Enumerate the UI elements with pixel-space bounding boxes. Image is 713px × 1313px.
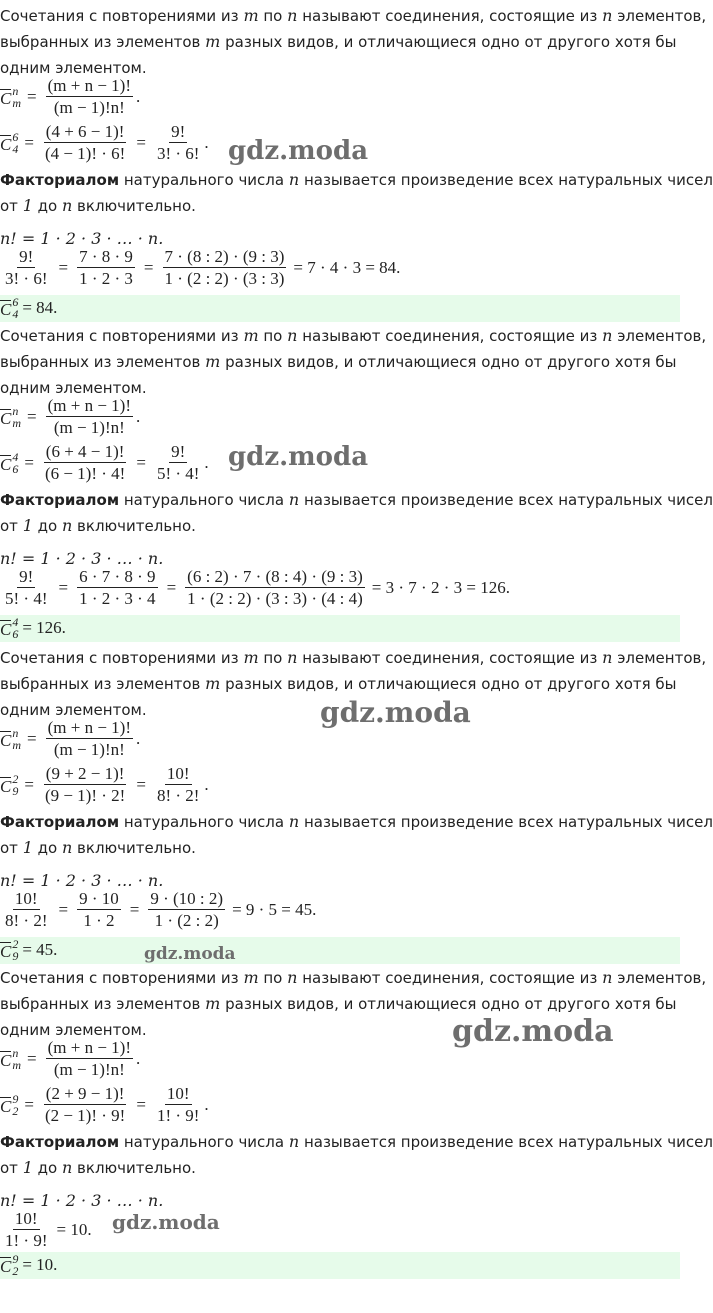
calculation: [0, 1209, 92, 1250]
intro-line-2: [0, 29, 680, 55]
text: выбранных из элементов: [0, 33, 206, 51]
text: разных видов, и отличающиеся одно от другого хотя бы: [220, 995, 677, 1013]
general-formula: [0, 1038, 140, 1079]
text: разных видов, и отличающиеся одно от другого хотя бы: [220, 353, 677, 371]
period: .: [136, 86, 141, 106]
intro-line-1: [0, 965, 707, 991]
intro-line-3: одним элементом.: [0, 379, 147, 397]
text: включительно.: [72, 1159, 196, 1177]
numerator: 9 · (10 : 2): [150, 889, 224, 908]
intro-line-1: [0, 323, 707, 349]
factorial-line-1: [0, 487, 713, 513]
denominator: 5! · 4!: [156, 464, 200, 483]
text: до: [32, 839, 62, 857]
fraction: [155, 764, 201, 805]
combination-symbol: [0, 727, 21, 751]
factorial-formula: [0, 1191, 163, 1210]
numerator: 9!: [19, 567, 34, 586]
substitution-formula: [0, 122, 209, 163]
fraction: [77, 567, 157, 608]
numerator: (4 + 6 − 1)!: [45, 122, 125, 141]
denominator: 1 · (2 : 2) · (3 : 3): [164, 269, 285, 288]
denominator: 1! · 9!: [5, 1231, 48, 1250]
numerator: 9!: [171, 442, 186, 461]
watermark-logo: gdz.moda: [452, 1014, 614, 1049]
fraction: [155, 122, 201, 163]
text: разных видов, и отличающиеся одно от другого хотя бы: [220, 675, 677, 693]
numerator: (2 + 9 − 1)!: [45, 1084, 125, 1103]
fraction: [43, 764, 127, 805]
numerator: (m + n − 1)!: [47, 396, 131, 415]
c-letter: C: [0, 776, 12, 796]
equals: =: [136, 774, 146, 794]
text: называют соединения, состоящие из: [297, 7, 603, 25]
text: называется произведение всех натуральных чисел: [299, 491, 713, 509]
denominator: (6 − 1)! · 4!: [44, 464, 126, 483]
text: включительно.: [72, 197, 196, 215]
formula: n! = 1 · 2 · 3 · … · n.: [0, 229, 164, 248]
fraction: [46, 396, 133, 437]
equals: =: [24, 774, 34, 794]
text: включительно.: [72, 517, 196, 535]
equals: =: [136, 132, 146, 152]
number: 1: [22, 196, 33, 215]
intro-line-3: одним элементом.: [0, 701, 147, 719]
var-n: n: [61, 196, 73, 215]
subscript: 2: [12, 1264, 19, 1278]
equals: =: [143, 257, 154, 277]
denominator: 5! · 4!: [5, 589, 48, 608]
fraction: [77, 247, 135, 288]
factorial-line-2: [0, 193, 680, 219]
c-letter: C: [0, 1050, 12, 1070]
c-letter: C: [0, 942, 12, 961]
var-n: n: [288, 170, 300, 189]
var-m: m: [243, 648, 259, 667]
period: .: [136, 1048, 141, 1068]
denominator: 1 · 2 · 3: [79, 269, 133, 288]
text: выбранных из элементов: [0, 353, 206, 371]
factorial-formula: [0, 229, 163, 248]
var-n: n: [61, 1158, 73, 1177]
denominator: 1 · (2 : 2): [154, 911, 219, 930]
var-m: m: [205, 352, 221, 371]
c-letter: C: [0, 454, 12, 474]
answer-value: = 10.: [22, 1255, 58, 1274]
superscript: 9: [12, 1252, 19, 1266]
var-n: n: [288, 1132, 300, 1151]
text: по: [258, 7, 288, 25]
factorial-formula: [0, 871, 163, 890]
c-letter: C: [0, 300, 12, 319]
result-tail: = 10.: [56, 1219, 92, 1239]
fraction: [77, 889, 121, 930]
c-letter: C: [0, 88, 12, 108]
combination-symbol: [0, 1047, 21, 1071]
var-m: m: [205, 994, 221, 1013]
var-n: n: [602, 6, 613, 25]
equals: =: [58, 899, 69, 919]
combination-symbol: [0, 296, 18, 320]
text: элементов,: [612, 969, 707, 987]
denominator: 8! · 2!: [156, 786, 200, 805]
factorial-line-2: [0, 835, 680, 861]
bold-term: Факториалом: [0, 813, 120, 831]
fraction: [155, 442, 201, 483]
period: .: [204, 1094, 209, 1114]
text: выбранных из элементов: [0, 995, 206, 1013]
fraction: [3, 889, 49, 930]
var-n: n: [287, 326, 298, 345]
subscript: 2: [12, 1103, 19, 1118]
superscript: n: [12, 83, 19, 98]
denominator: (m − 1)!n!: [53, 418, 125, 437]
text: от: [0, 197, 23, 215]
subscript: 9: [12, 949, 19, 963]
answer-highlight: [0, 295, 680, 322]
equals: =: [58, 577, 69, 597]
var-n: n: [288, 812, 300, 831]
text: называется произведение всех натуральных чисел: [299, 171, 713, 189]
factorial-line-2: [0, 513, 680, 539]
general-formula: [0, 718, 140, 759]
var-m: m: [243, 326, 259, 345]
equals: =: [166, 577, 177, 597]
text: от: [0, 517, 23, 535]
intro-line-3: одним элементом.: [0, 1021, 147, 1039]
denominator: 8! · 2!: [5, 911, 48, 930]
fraction: [3, 567, 49, 608]
text: натурального числа: [119, 171, 289, 189]
bold-term: Факториалом: [0, 171, 120, 189]
numerator: 10!: [166, 1084, 190, 1103]
superscript: n: [12, 725, 19, 740]
superscript: 2: [12, 771, 19, 786]
answer-value: = 45.: [22, 940, 58, 959]
intro-line-3: одним элементом.: [0, 59, 147, 77]
text: называют соединения, состоящие из: [297, 969, 603, 987]
superscript: 4: [12, 615, 19, 629]
c-letter: C: [0, 408, 12, 428]
text: натурального числа: [119, 1133, 289, 1151]
denominator: (9 − 1)! · 2!: [44, 786, 126, 805]
fraction: [155, 1084, 201, 1125]
c-letter: C: [0, 1257, 12, 1276]
equals: =: [27, 406, 37, 426]
superscript: 2: [12, 937, 19, 951]
bold-term: Факториалом: [0, 491, 120, 509]
text: называют соединения, состоящие из: [297, 649, 603, 667]
subscript: m: [12, 1057, 22, 1072]
subscript: 4: [12, 141, 19, 156]
numerator: (6 + 4 − 1)!: [45, 442, 125, 461]
superscript: 9: [12, 1091, 19, 1106]
calculation: [0, 247, 400, 288]
denominator: 1 · 2: [83, 911, 115, 930]
var-n: n: [602, 648, 613, 667]
text: элементов,: [612, 7, 707, 25]
number: 1: [22, 1158, 33, 1177]
numerator: (6 : 2) · 7 · (8 : 4) · (9 : 3): [187, 567, 363, 586]
fraction: [185, 567, 365, 608]
text: по: [258, 327, 288, 345]
numerator: 7 · (8 : 2) · (9 : 3): [164, 247, 285, 266]
text: разных видов, и отличающиеся одно от другого хотя бы: [220, 33, 677, 51]
subscript: m: [12, 737, 22, 752]
calculation: [0, 889, 316, 930]
equals: =: [24, 452, 34, 472]
text: элементов,: [612, 327, 707, 345]
text: до: [32, 517, 62, 535]
denominator: 1 · 2 · 3 · 4: [79, 589, 156, 608]
factorial-line-1: [0, 809, 713, 835]
formula: n! = 1 · 2 · 3 · … · n.: [0, 871, 164, 890]
var-m: m: [243, 6, 259, 25]
text: до: [32, 197, 62, 215]
answer: [0, 938, 57, 962]
number: 1: [22, 838, 33, 857]
subscript: m: [12, 415, 22, 430]
combination-symbol: [0, 451, 18, 475]
result-tail: = 7 · 4 · 3 = 84.: [293, 257, 401, 277]
denominator: (m − 1)!n!: [53, 740, 125, 759]
factorial-line-2: [0, 1155, 680, 1181]
numerator: 10!: [14, 889, 38, 908]
numerator: (m + n − 1)!: [47, 718, 131, 737]
c-letter: C: [0, 730, 12, 750]
fraction: [43, 442, 127, 483]
answer: [0, 616, 66, 640]
substitution-formula: [0, 442, 209, 483]
numerator: 10!: [166, 764, 190, 783]
answer-value: = 126.: [22, 618, 66, 637]
numerator: 9!: [171, 122, 186, 141]
result-tail: = 3 · 7 · 2 · 3 = 126.: [371, 577, 510, 597]
equals: =: [58, 257, 69, 277]
var-n: n: [61, 838, 73, 857]
var-m: m: [243, 968, 259, 987]
numerator: (9 + 2 − 1)!: [45, 764, 125, 783]
general-formula: [0, 396, 140, 437]
superscript: 4: [12, 449, 19, 464]
text: по: [258, 969, 288, 987]
text: до: [32, 1159, 62, 1177]
combination-symbol: [0, 405, 21, 429]
text: натурального числа: [119, 491, 289, 509]
period: .: [204, 774, 209, 794]
text: называется произведение всех натуральных чисел: [299, 813, 713, 831]
var-n: n: [61, 516, 73, 535]
text: от: [0, 1159, 23, 1177]
combination-symbol: [0, 1253, 18, 1277]
number: 1: [22, 516, 33, 535]
intro-line-2: [0, 349, 680, 375]
denominator: (2 − 1)! · 9!: [44, 1106, 126, 1125]
fraction: [46, 718, 133, 759]
period: .: [136, 406, 141, 426]
numerator: 9 · 10: [79, 889, 119, 908]
numerator: (m + n − 1)!: [47, 1038, 131, 1057]
text: называется произведение всех натуральных чисел: [299, 1133, 713, 1151]
combination-symbol: [0, 773, 18, 797]
numerator: 10!: [14, 1209, 38, 1228]
denominator: 3! · 6!: [156, 144, 200, 163]
var-n: n: [288, 490, 300, 509]
text: элементов,: [612, 649, 707, 667]
equals: =: [129, 899, 140, 919]
answer-highlight: [0, 615, 680, 642]
combination-symbol: [0, 131, 18, 155]
factorial-formula: [0, 549, 163, 568]
formula: n! = 1 · 2 · 3 · … · n.: [0, 549, 164, 568]
var-n: n: [287, 968, 298, 987]
superscript: 6: [12, 295, 19, 309]
superscript: n: [12, 1045, 19, 1060]
general-formula: [0, 76, 140, 117]
combination-symbol: [0, 616, 18, 640]
period: .: [204, 132, 209, 152]
substitution-formula: [0, 1084, 209, 1125]
equals: =: [27, 728, 37, 748]
denominator: (m − 1)!n!: [53, 1060, 125, 1079]
numerator: 6 · 7 · 8 · 9: [79, 567, 156, 586]
text: натурального числа: [119, 813, 289, 831]
combination-symbol: [0, 85, 21, 109]
text: от: [0, 839, 23, 857]
text: по: [258, 649, 288, 667]
text: называют соединения, состоящие из: [297, 327, 603, 345]
equals: =: [24, 132, 34, 152]
superscript: n: [12, 403, 19, 418]
fraction: [43, 1084, 127, 1125]
answer: [0, 296, 57, 320]
var-m: m: [205, 32, 221, 51]
result-tail: = 9 · 5 = 45.: [232, 899, 317, 919]
answer: [0, 1253, 57, 1277]
watermark-logo: gdz.moda: [228, 136, 369, 166]
denominator: (4 − 1)! · 6!: [44, 144, 126, 163]
subscript: 9: [12, 783, 19, 798]
text: Сочетания с повторениями из: [0, 969, 244, 987]
substitution-formula: [0, 764, 209, 805]
denominator: (m − 1)!n!: [53, 98, 125, 117]
numerator: (m + n − 1)!: [47, 76, 131, 95]
combination-symbol: [0, 938, 18, 962]
period: .: [204, 452, 209, 472]
c-letter: C: [0, 620, 12, 639]
answer-highlight: [0, 1252, 680, 1279]
c-letter: C: [0, 1096, 12, 1116]
watermark-logo: gdz.moda: [228, 442, 369, 472]
var-n: n: [602, 326, 613, 345]
text: выбранных из элементов: [0, 675, 206, 693]
fraction: [46, 1038, 133, 1079]
text: Сочетания с повторениями из: [0, 649, 244, 667]
denominator: 1 · (2 : 2) · (3 : 3) · (4 : 4): [187, 589, 363, 608]
fraction: [3, 1209, 49, 1250]
equals: =: [136, 452, 146, 472]
var-n: n: [602, 968, 613, 987]
intro-line-1: [0, 3, 707, 29]
var-n: n: [287, 648, 298, 667]
calculation: [0, 567, 510, 608]
watermark-logo: gdz.moda: [144, 944, 236, 964]
equals: =: [27, 86, 37, 106]
intro-line-2: [0, 671, 680, 697]
subscript: 6: [12, 627, 19, 641]
c-letter: C: [0, 134, 12, 154]
formula: n! = 1 · 2 · 3 · … · n.: [0, 1191, 164, 1210]
text: включительно.: [72, 839, 196, 857]
factorial-line-1: [0, 167, 713, 193]
equals: =: [136, 1094, 146, 1114]
subscript: m: [12, 95, 22, 110]
text: Сочетания с повторениями из: [0, 7, 244, 25]
equals: =: [24, 1094, 34, 1114]
text: Сочетания с повторениями из: [0, 327, 244, 345]
fraction: [43, 122, 127, 163]
watermark-logo: gdz.moda: [112, 1210, 220, 1234]
fraction: [3, 247, 49, 288]
numerator: 7 · 8 · 9: [79, 247, 133, 266]
factorial-line-1: [0, 1129, 713, 1155]
period: .: [136, 728, 141, 748]
denominator: 3! · 6!: [5, 269, 48, 288]
var-m: m: [205, 674, 221, 693]
fraction: [148, 889, 225, 930]
bold-term: Факториалом: [0, 1133, 120, 1151]
subscript: 4: [12, 307, 19, 321]
intro-line-1: [0, 645, 707, 671]
denominator: 1! · 9!: [156, 1106, 200, 1125]
numerator: 9!: [19, 247, 34, 266]
superscript: 6: [12, 129, 19, 144]
answer-value: = 84.: [22, 298, 58, 317]
fraction: [46, 76, 133, 117]
fraction: [163, 247, 287, 288]
watermark-logo: gdz.moda: [320, 696, 471, 729]
equals: =: [27, 1048, 37, 1068]
subscript: 6: [12, 461, 19, 476]
var-n: n: [287, 6, 298, 25]
combination-symbol: [0, 1093, 18, 1117]
answer-highlight: [0, 937, 680, 964]
